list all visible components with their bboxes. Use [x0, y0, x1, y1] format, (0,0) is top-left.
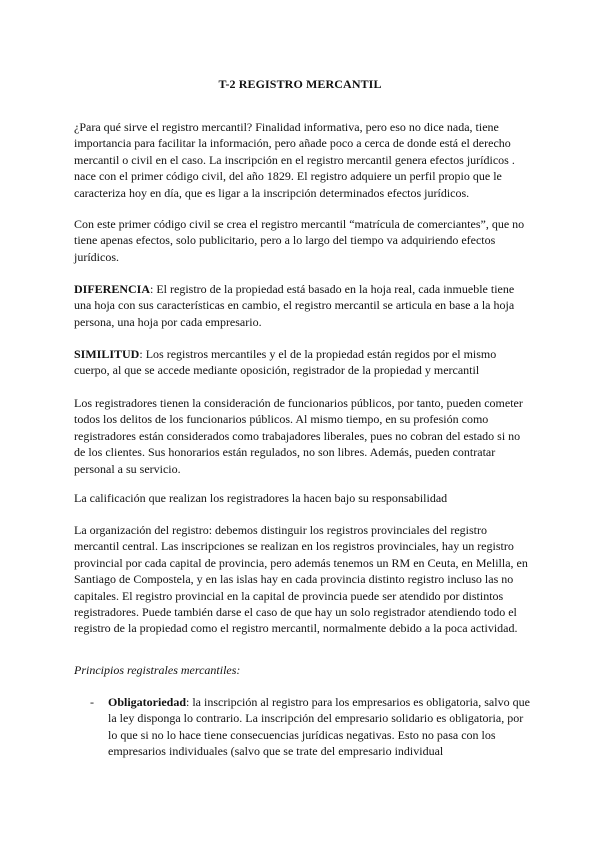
- paragraph-diferencia: [74, 281, 530, 330]
- principles-list: [74, 694, 530, 760]
- paragraph-first-code: Con este primer código civil se crea el registro mercantil “matrícula de comerciantes”, que no tiene apenas efectos, solo publicitario, pero a lo largo del tiempo va adquiriendo efectos jurídicos.: [74, 217, 525, 264]
- diferencia-label: DIFERENCIA: [74, 282, 151, 296]
- principle-label: Obligatoriedad: [108, 695, 187, 709]
- principle-text: : la inscripción al registro para los empresarios es obligatoria, salvo que la ley disponga lo contrario. La inscripción del empresario solidario es obligatoria, por lo que si no lo hace tiene consecuencias jurídicas negativas. Esto no pasa con los empresarios individuales (salvo que se trate del empresario individual: [108, 695, 530, 759]
- paragraph-similitud: [74, 346, 530, 379]
- similitud-label: SIMILITUD: [74, 347, 140, 361]
- paragraph-organizacion: La organización del registro: debemos distinguir los registros provinciales del registro mercantil central. Las inscripciones se realizan en los registros provinciales, hay un registro provincial por cada capital de provincia, pero además tenemos un RM en Ceuta, en Melilla, en Santiago de Compostela, y en las islas hay en cada provincia distinto registro incluso las no capitales. El registro provincial en la capital de provincia puede ser atendido por distintos registradores. Puede también darse el caso de que hay un solo registrador atendiendo todo el registro de la propiedad como el registro mercantil, normalmente debido a la poca actividad.: [74, 523, 528, 636]
- paragraph-purpose: ¿Para qué sirve el registro mercantil? Finalidad informativa, pero eso no dice nada, tiene importancia para facilitar la información, pero añade poco a cerca de donde está el derecho mercantil o civil en el caso. La inscripción en el registro mercantil genera efectos jurídicos . nace con el primer código civil, del año 1829. El registro adquiere un perfil propio que le caracteriza hoy en día, que es ligar a la inscripción determinados efectos jurídicos.: [74, 120, 515, 200]
- similitud-text: : Los registros mercantiles y el de la propiedad están regidos por el mismo cuerpo, al que se accede mediante oposición, registrador de la propiedad y mercantil: [74, 347, 497, 378]
- paragraph-calificacion: La calificación que realizan los registradores la hacen bajo su responsabilidad: [74, 491, 448, 505]
- document-title: T-2 REGISTRO MERCANTIL: [218, 77, 382, 91]
- paragraph-registradores: Los registradores tienen la consideración de funcionarios públicos, por tanto, pueden cometer todos los delitos de los funcionarios públicos. Al mismo tiempo, en su profesión como registradores están considerados como trabajadores liberales, pues no cobran del estado si no de los clientes. Sus honorarios están regulados, no son libres. Además, pueden contratar personal a su servicio.: [74, 396, 523, 476]
- diferencia-text: : El registro de la propiedad está basado en la hoja real, cada inmueble tiene una hoja con sus características en cambio, el registro mercantil se articula en base a la hoja persona, una hoja por cada empresario.: [74, 282, 515, 329]
- list-item: [74, 694, 530, 760]
- principles-heading: Principios registrales mercantiles:: [74, 663, 241, 677]
- list-dash: -: [90, 695, 94, 709]
